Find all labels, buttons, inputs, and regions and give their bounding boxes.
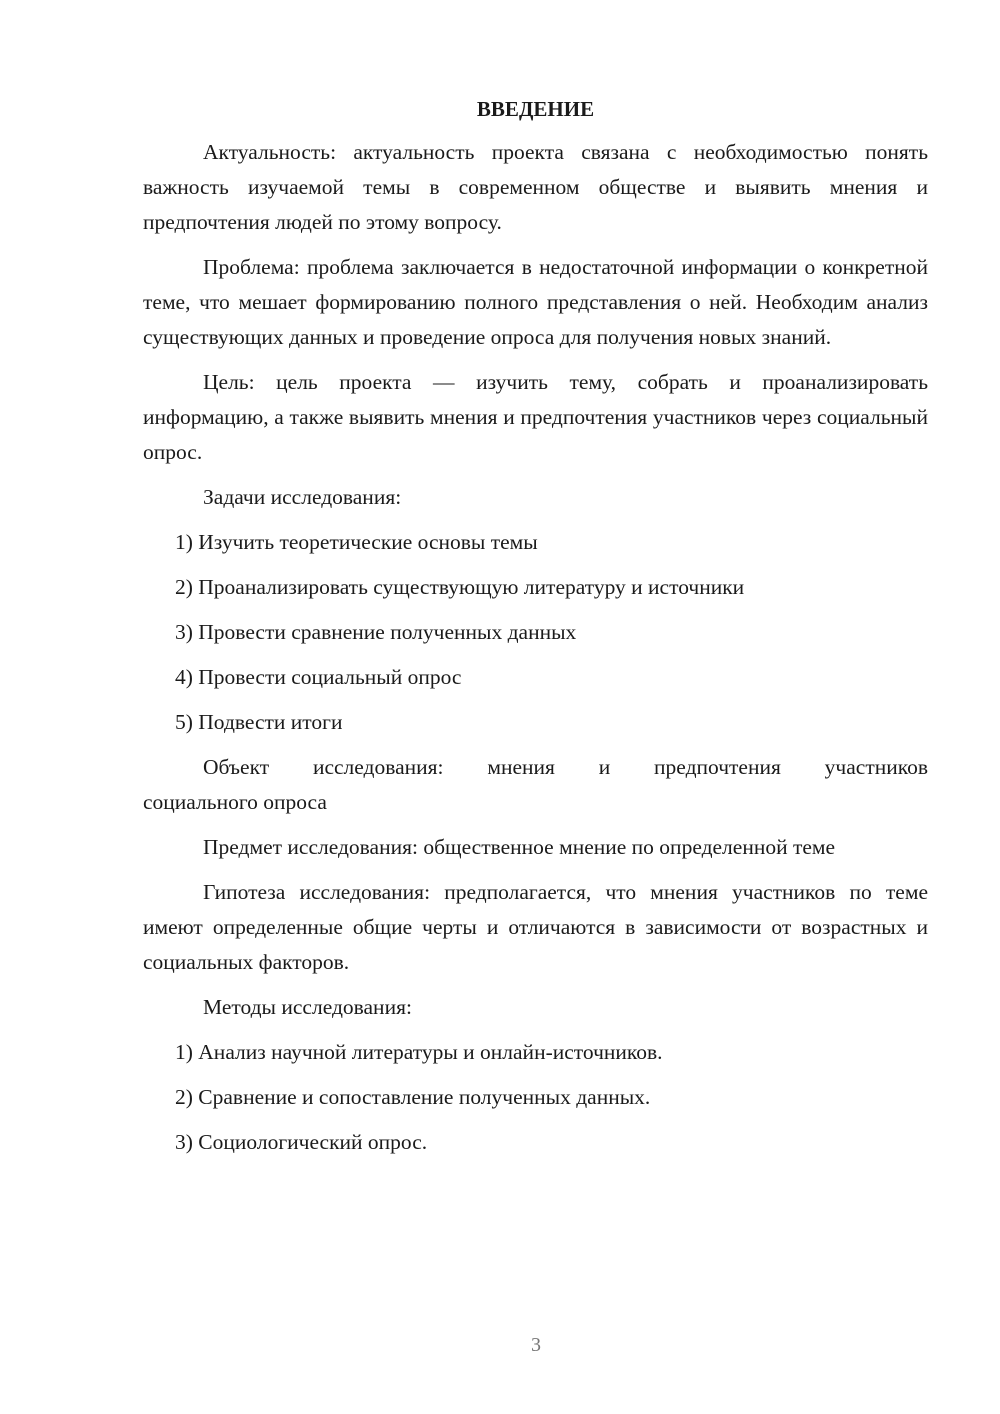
list-item: 2) Проанализировать существующую литературу и источники [175, 575, 745, 599]
methods-heading: Методы исследования: [203, 995, 412, 1019]
page-number: 3 [531, 1334, 541, 1356]
tasks-list [143, 525, 928, 740]
methods-list [143, 1035, 928, 1160]
list-item: 3) Провести сравнение полученных данных [175, 620, 577, 644]
problem-paragraph: Проблема: проблема заключается в недостаточной информации о конкретной теме, что мешает формированию полного представления о ней. Необходим анализ существующих данных и проведение опроса для получения новых знаний. [143, 255, 928, 349]
goal-paragraph: Цель: цель проекта — изучить тему, собрать и проанализировать информацию, а также выявить мнения и предпочтения участников через социальный опрос. [143, 370, 928, 464]
subject-paragraph: Предмет исследования: общественное мнение по определенной теме [203, 835, 836, 859]
relevance-paragraph: Актуальность: актуальность проекта связана с необходимостью понять важность изучаемой темы в современном обществе и выявить мнения и предпочтения людей по этому вопросу. [143, 140, 928, 234]
list-item: 1) Изучить теоретические основы темы [175, 530, 538, 554]
list-item: 1) Анализ научной литературы и онлайн-источников. [175, 1040, 663, 1064]
object-line: социального опроса [143, 790, 327, 814]
list-item: 2) Сравнение и сопоставление полученных данных. [175, 1085, 651, 1109]
tasks-heading: Задачи исследования: [203, 485, 402, 509]
list-item: 4) Провести социальный опрос [175, 665, 462, 689]
document-page [143, 93, 928, 1170]
section-title: ВВЕДЕНИЕ [476, 97, 595, 121]
list-item: 5) Подвести итоги [175, 710, 343, 734]
object-paragraph [143, 750, 928, 820]
list-item: 3) Социологический опрос. [175, 1130, 428, 1154]
hypothesis-paragraph: Гипотеза исследования: предполагается, что мнения участников по теме имеют определенные общие черты и отличаются в зависимости от возрастных и социальных факторов. [143, 880, 928, 974]
object-line: Объект исследования: мнения и предпочтения участников [203, 755, 928, 779]
